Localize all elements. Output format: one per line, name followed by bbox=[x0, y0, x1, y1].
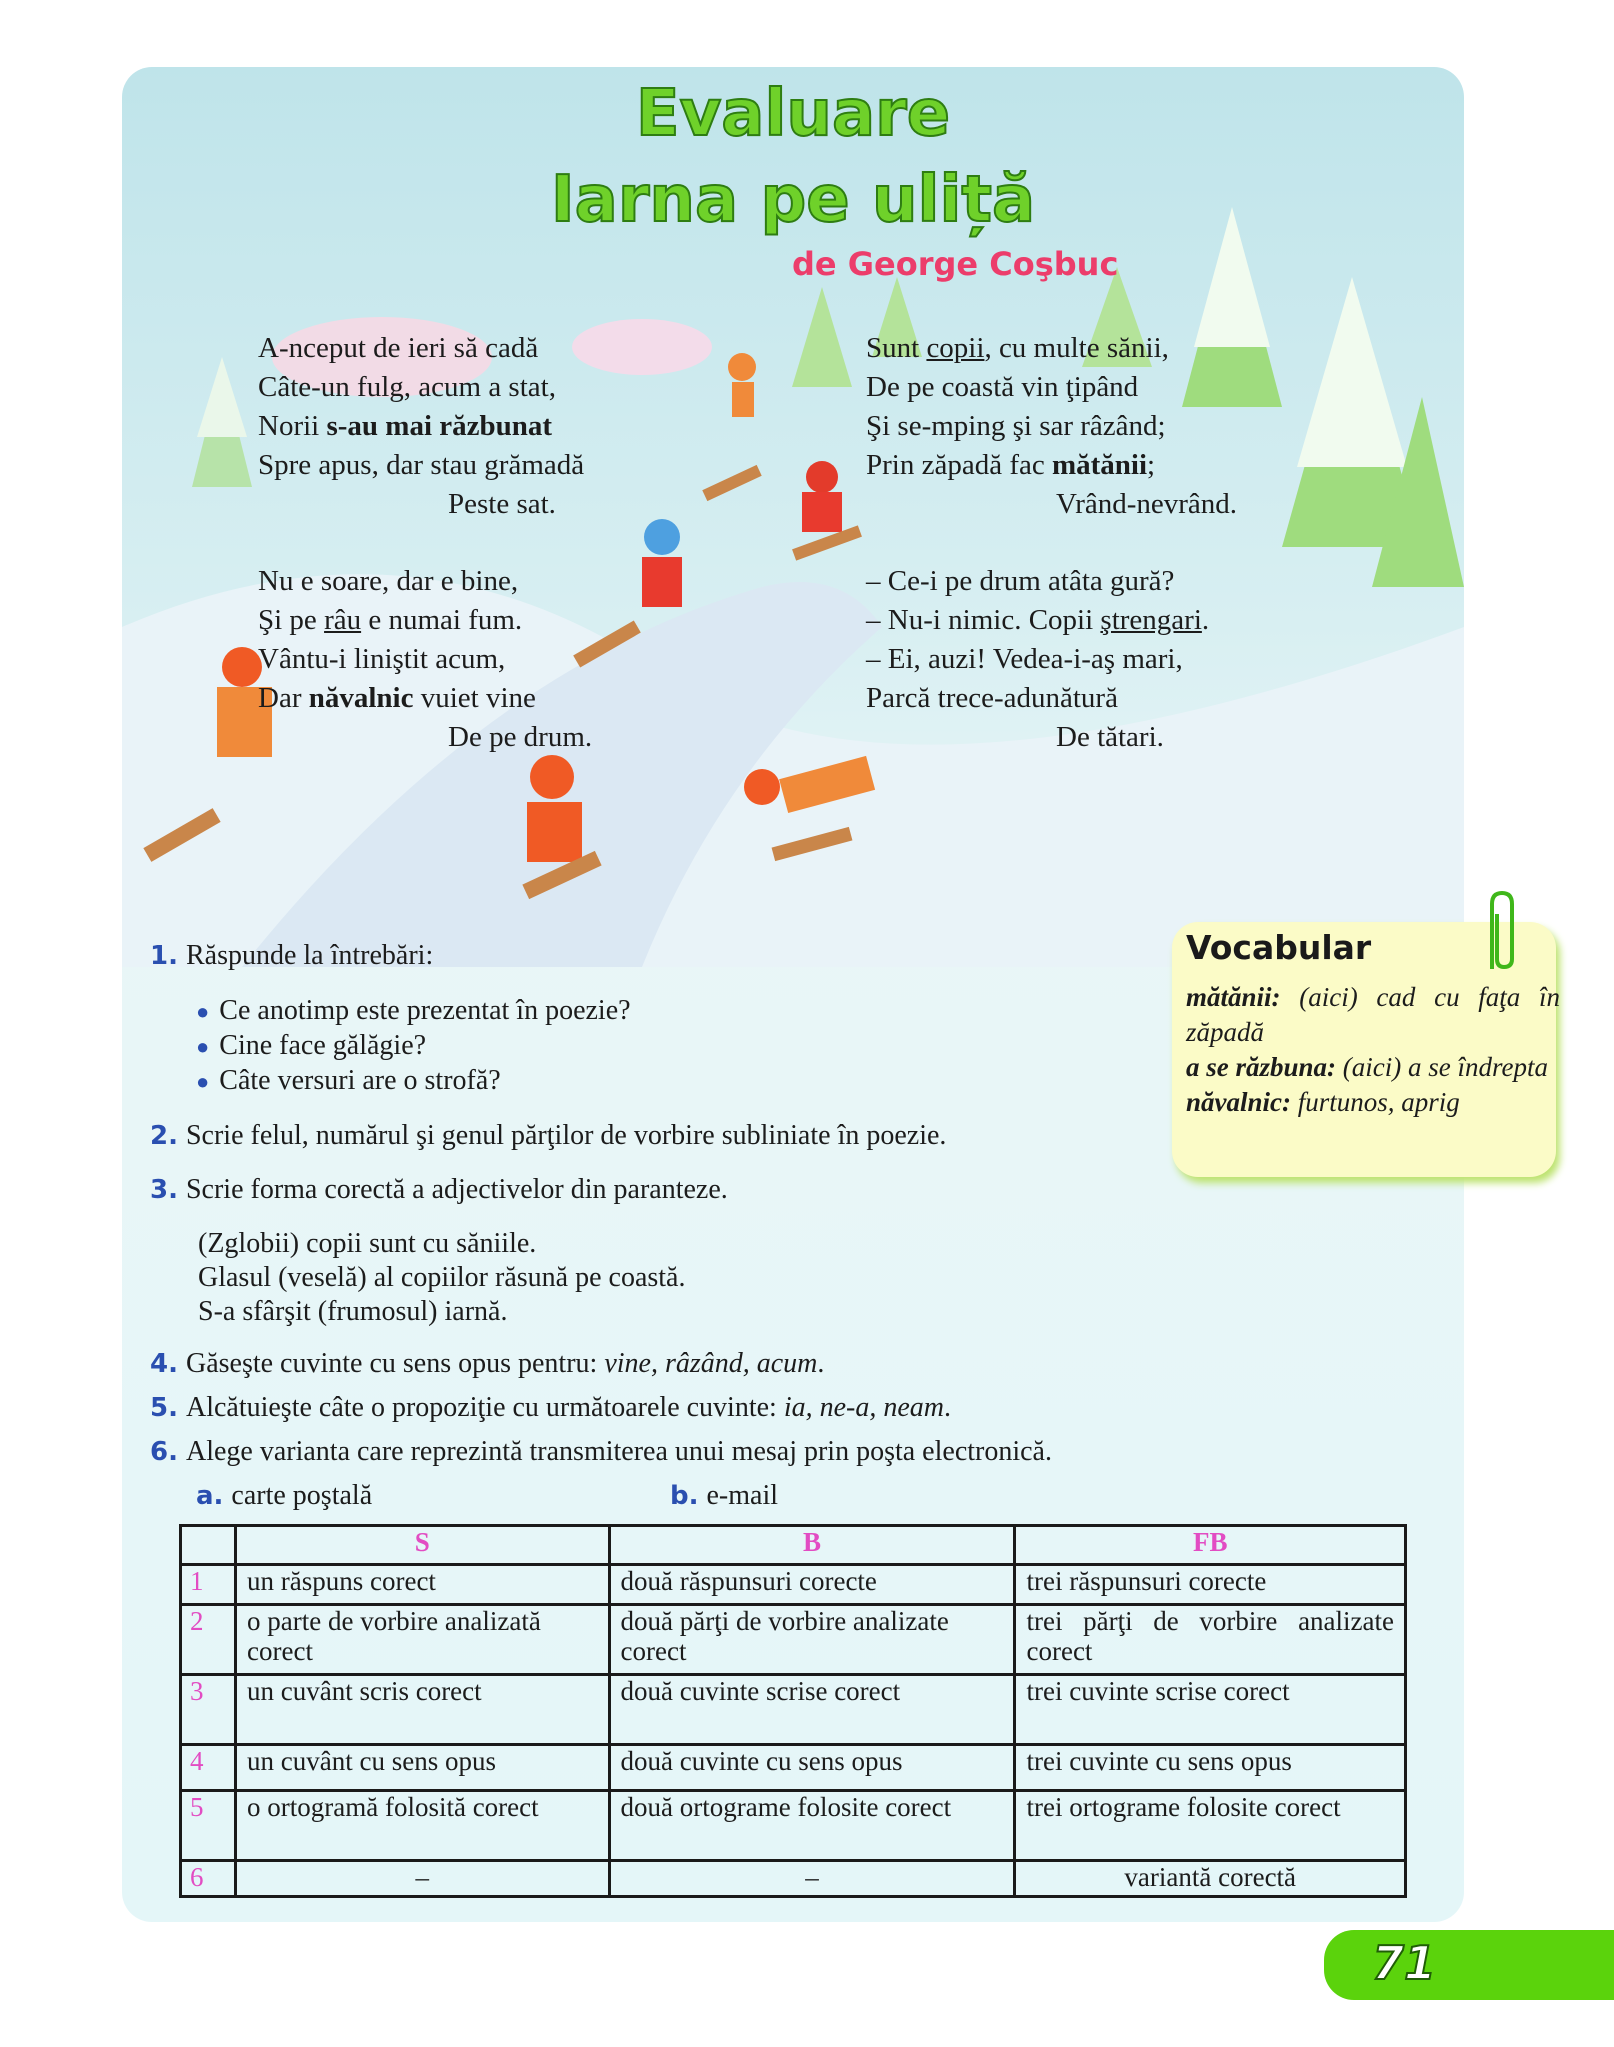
verse: Norii s-au mai răzbunat bbox=[258, 410, 553, 442]
page-number: 71 bbox=[1372, 1936, 1437, 1990]
list-item: (Zglobii) copii sunt cu săniile. bbox=[198, 1228, 537, 1259]
vocabulary-title: Vocabular bbox=[1186, 928, 1372, 967]
page-title: Evaluare bbox=[635, 77, 951, 151]
list-item: ● Ce anotimp este prezentat în poezie? bbox=[196, 995, 631, 1026]
verse: Sunt copii, cu multe sănii, bbox=[866, 332, 1169, 364]
question-3: 3. Scrie forma corectă a adjectivelor din paranteze. bbox=[150, 1174, 728, 1205]
list-item: ● Cine face gălăgie? bbox=[196, 1030, 427, 1061]
verse: De pe drum. bbox=[448, 721, 593, 753]
stanza-2 bbox=[258, 562, 592, 757]
verse: Vrând-nevrând. bbox=[1056, 488, 1238, 520]
verse: Dar năvalnic vuiet vine bbox=[258, 682, 536, 714]
verse: – Nu-i nimic. Copii ştrengari. bbox=[866, 604, 1210, 636]
paperclip-icon bbox=[1482, 889, 1522, 979]
list-item: S-a sfârşit (frumosul) iarnă. bbox=[198, 1296, 508, 1327]
evaluation-table bbox=[179, 1524, 1407, 1898]
table-header-row bbox=[181, 1526, 1406, 1565]
question-3-sentences bbox=[198, 1227, 685, 1329]
poem-title: Iarna pe uliță bbox=[550, 163, 1036, 237]
table-row: 6 – – variantă corectă bbox=[181, 1861, 1406, 1897]
verse: Şi se-mping şi sar râzând; bbox=[866, 410, 1166, 442]
page-number-tab bbox=[1324, 1930, 1614, 2000]
list-item: ● Câte versuri are o strofă? bbox=[196, 1065, 501, 1096]
table-row: 1 un răspuns corect două răspunsuri corecte trei răspunsuri corecte bbox=[181, 1565, 1406, 1605]
table-row: 4 un cuvânt cu sens opus două cuvinte cu sens opus trei cuvinte cu sens opus bbox=[181, 1745, 1406, 1791]
verse: Câte-un fulg, acum a stat, bbox=[258, 371, 556, 403]
question-2: 2. Scrie felul, numărul şi genul părţilor de vorbire subliniate în poezie. bbox=[150, 1120, 947, 1151]
verse: Prin zăpadă fac mătănii; bbox=[866, 449, 1156, 481]
question-1-bullets bbox=[196, 994, 631, 1099]
verse: Şi pe râu e numai fum. bbox=[258, 604, 523, 636]
question-4: 4. Găseşte cuvinte cu sens opus pentru: vine, râzând, acum. bbox=[150, 1348, 825, 1379]
question-6: 6. Alege varianta care reprezintă transmiterea unui mesaj prin poşta electronică. bbox=[150, 1436, 1052, 1467]
question-5: 5. Alcătuieşte câte o propoziţie cu următoarele cuvinte: ia, ne-a, neam. bbox=[150, 1392, 951, 1423]
header-b: B bbox=[609, 1526, 1015, 1565]
verse: Spre apus, dar stau grămadă bbox=[258, 449, 585, 481]
vocabulary-entry: mătănii: (aici) cad cu faţa în zăpadă bbox=[1186, 982, 1560, 1047]
verse: A-nceput de ieri să cadă bbox=[258, 332, 539, 364]
option-a: a. carte poştală bbox=[196, 1480, 373, 1511]
table-row: 2 o parte de vorbire analizată corect două părţi de vorbire analizate corect trei părţi de vorbire analizate corect bbox=[181, 1605, 1406, 1675]
verse: – Ei, auzi! Vedea-i-aş mari, bbox=[866, 643, 1183, 675]
verse: – Ce-i pe drum atâta gură? bbox=[866, 565, 1175, 597]
stanza-4 bbox=[866, 562, 1209, 757]
vocabulary-entries bbox=[1186, 980, 1560, 1120]
question-1: 1. Răspunde la întrebări: bbox=[150, 940, 434, 971]
verse: De tătari. bbox=[1056, 721, 1164, 753]
tree-left bbox=[192, 357, 252, 487]
verse: Vântu-i liniştit acum, bbox=[258, 643, 506, 675]
table-row: 3 un cuvânt scris corect două cuvinte scrise corect trei cuvinte scrise corect bbox=[181, 1675, 1406, 1745]
stanza-3 bbox=[866, 329, 1237, 524]
header-fb: FB bbox=[1015, 1526, 1406, 1565]
table-row: 5 o ortogramă folosită corect două ortograme folosite corect trei ortograme folosite corect bbox=[181, 1791, 1406, 1861]
verse: Peste sat. bbox=[448, 488, 556, 520]
poem-author: de George Coşbuc bbox=[792, 245, 1119, 283]
vocabulary-entry: năvalnic: furtunos, aprig bbox=[1186, 1087, 1460, 1117]
option-b: b. e-mail bbox=[670, 1480, 779, 1511]
verse: Nu e soare, dar e bine, bbox=[258, 565, 519, 597]
verse: De pe coastă vin ţipând bbox=[866, 371, 1139, 403]
vocabulary-entry: a se răzbuna: (aici) a se îndrepta bbox=[1186, 1052, 1548, 1082]
header-s: S bbox=[236, 1526, 610, 1565]
list-item: Glasul (veselă) al copiilor răsună pe coastă. bbox=[198, 1262, 686, 1293]
stanza-1 bbox=[258, 329, 584, 524]
verse: Parcă trece-adunătură bbox=[866, 682, 1118, 714]
